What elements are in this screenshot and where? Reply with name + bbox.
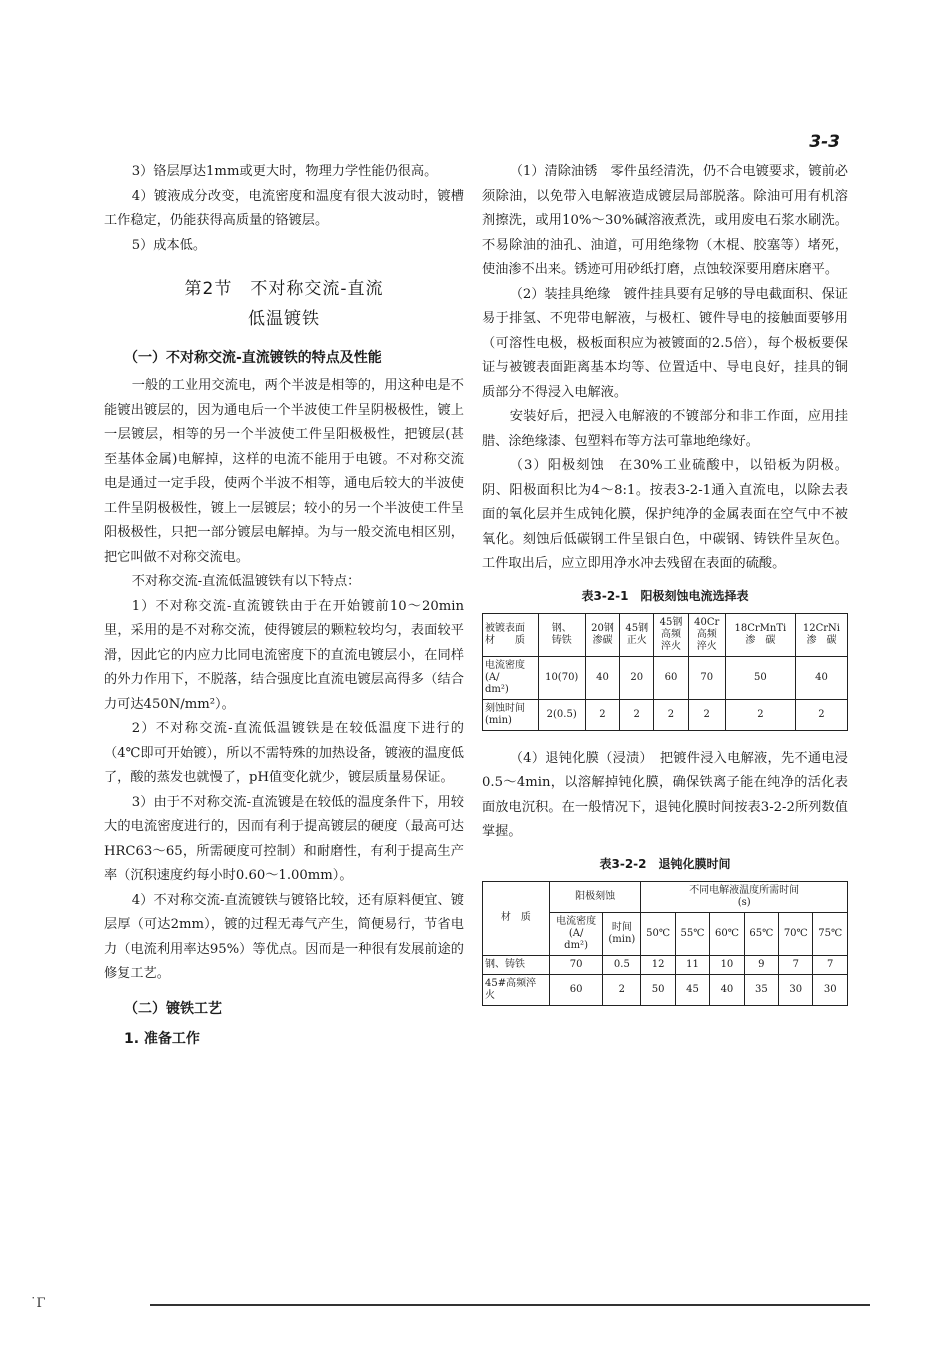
paragraph: 4）不对称交流-直流镀铁与镀铬比较，还有原料便宜、镀层厚（可达2mm），镀的过程无毒气产生，简便易行，节省电力（电流利用率达95%）等优点。因而是一种很有发展前途的修复工艺。 [104, 892, 464, 981]
table-cell: 时间 (min) [603, 912, 641, 955]
page-number: 3-3 [809, 132, 840, 152]
table-cell: 被镀表面 材 质 [483, 613, 539, 656]
table-cell: 10 [710, 955, 744, 974]
paragraph: 4）镀液成分改变，电流密度和温度有很大波动时，镀槽工作稳定，仍能获得高质量的铬镀层。 [104, 188, 464, 228]
table-cell: 0.5 [603, 955, 641, 974]
table-cell: 材 质 [483, 881, 550, 955]
paragraph: （4）退钝化膜（浸渍） 把镀件浸入电解液，先不通电浸0.5～4min，以溶解掉钝化膜，确保铁离子能在纯净的活化表面放电沉积。在一般情况下，退钝化膜时间按表3-2-2所列数值掌握。 [482, 750, 848, 839]
table-cell: 2 [620, 699, 654, 730]
table-cell: 钢、铸铁 [483, 955, 550, 974]
table-caption: 表3-2-1 阳极刻蚀电流选择表 [581, 588, 749, 603]
table-row [483, 656, 848, 699]
paragraph: 2）不对称交流-直流低温镀铁是在较低温度下进行的（4℃即可开始镀），所以不需特殊的加热设备，镀液的温度低了，酸的蒸发也就慢了，pH值变化就少，镀层质量易保证。 [104, 721, 464, 785]
table-cell: 12CrNi 渗 碳 [795, 613, 847, 656]
table-row [483, 699, 848, 730]
scan-corner-mark: ˙Γ [30, 1296, 46, 1311]
anode-etch-table [482, 613, 848, 731]
paragraph: 一般的工业用交流电，两个半波是相等的，用这种电是不能镀出镀层的，因为通电后一个半波使工件呈阴极极性，镀上一层镀层，相等的另一个半波使工件呈阳极极性，把镀层(甚至基体金属)电解掉，这样的电流不能用于电镀。不对称交流电是通过一定手段，使两个半波不相等，通电后较大的半波使工件呈阴极极性，镀上一层镀层；较小的另一个半波使工件呈阳极极性，只把一部分镀层电解掉。为与一般交流电相区别，把它叫做不对称交流电。 [104, 378, 464, 565]
table-cell: 60 [654, 656, 688, 699]
table-cell: 2(0.5) [538, 699, 585, 730]
passivation-table [482, 881, 848, 1006]
page-bottom-rule [150, 1304, 870, 1306]
table-cell: 40 [585, 656, 619, 699]
subsection-heading: （一）不对称交流-直流镀铁的特点及性能 [124, 350, 382, 366]
table-cell: 55℃ [675, 912, 709, 955]
table-cell: 9 [744, 955, 778, 974]
paragraph: 安装好后，把浸入电解液的不镀部分和非工作面，应用挂腊、涂绝缘漆、包塑料布等方法可靠地绝缘好。 [482, 409, 848, 449]
section-title-line2: 低温镀铁 [248, 309, 320, 329]
table-cell: 2 [725, 699, 795, 730]
paragraph: （1）清除油锈 零件虽经清洗，仍不合电镀要求，镀前必须除油，以免带入电解液造成镀层局部脱落。除油可用有机溶剂擦洗，或用10%～30%碱溶液煮洗，或用废电石浆水刷洗。不易除油的油孔、油道，可用绝缘物（木棍、胶塞等）堵死，使油渗不出来。锈迹可用砂纸打磨，点蚀较深要用磨床磨平。 [482, 164, 848, 277]
table-row [483, 881, 848, 912]
table-cell: 35 [744, 974, 778, 1005]
table-cell: 75℃ [813, 912, 848, 955]
subsection-heading: 1. 准备工作 [124, 1030, 200, 1047]
table-cell: 电流密度 (A/ dm²) [483, 656, 539, 699]
table-cell: 11 [675, 955, 709, 974]
table-cell: 40Cr 高频 淬火 [688, 613, 725, 656]
paragraph: 3）铬层厚达1mm或更大时，物理力学性能仍很高。 [131, 164, 438, 179]
paragraph: （3）阳极刻蚀 在30%工业硫酸中，以铅板为阴极。阴、阳极面积比为4～8:1。按表3-2-1通入直流电，以除去表面的氧化层并生成钝化膜，保护纯净的金属表面在空气中不被氧化。刻蚀后低碳钢工件呈银白色，中碳钢、铸铁件呈灰色。工件取出后，应立即用净水冲去残留在表面的硫酸。 [482, 458, 848, 571]
left-column [104, 160, 464, 1055]
table-row [483, 613, 848, 656]
paragraph: （2）装挂具绝缘 镀件挂具要有足够的导电截面积、保证易于排氢、不兜带电解液，与极杠、镀件导电的接触面要够用（可溶性电极，极板面积应为被镀面的2.5倍），每个极板要保证与被镀表面距离基本均等、位置适中、导电良好，挂具的铜质部分不得浸入电解液。 [482, 286, 848, 400]
paragraph: 3）由于不对称交流-直流镀是在较低的温度条件下，用较大的电流密度进行的，因而有利于提高镀层的硬度（最高可达HRC63～65，所需硬度可控制）和耐磨性，有利于提高生产率（沉积速度约每小时0.60～1.00mm）。 [104, 794, 464, 883]
table-cell: 20 [620, 656, 654, 699]
table-cell: 电流密度 (A/ dm²) [549, 912, 603, 955]
table-cell: 70 [688, 656, 725, 699]
table-cell: 45#高频淬 火 [483, 974, 550, 1005]
section-title-line1: 第2节 不对称交流-直流 [184, 279, 384, 299]
table-cell: 2 [795, 699, 847, 730]
table-cell: 45钢 正火 [620, 613, 654, 656]
table-cell: 不同电解液温度所需时间 (s) [641, 881, 848, 912]
table-cell: 18CrMnTi 渗 碳 [725, 613, 795, 656]
table-cell: 60℃ [710, 912, 744, 955]
paragraph: 不对称交流-直流低温镀铁有以下特点： [131, 574, 361, 589]
table-cell: 50 [725, 656, 795, 699]
table-cell: 20钢 渗碳 [585, 613, 619, 656]
subsection-heading: （二）镀铁工艺 [124, 1000, 222, 1017]
table-caption: 表3-2-2 退钝化膜时间 [599, 856, 731, 871]
table-cell: 45 [675, 974, 709, 1005]
table-cell: 2 [688, 699, 725, 730]
paragraph: 1）不对称交流-直流镀铁由于在开始镀前10～20min里，采用的是不对称交流，使得镀层的颗粒较均匀，表面较平滑，因此它的内应力比同电流密度下的直流电镀层小，在同样的外力作用下，不脱落，结合强度比直流电镀层高得多（结合力可达450N/mm²）。 [104, 598, 464, 712]
table-cell: 70℃ [779, 912, 813, 955]
table-cell: 10(70) [538, 656, 585, 699]
table-cell: 60 [549, 974, 603, 1005]
table-cell: 40 [710, 974, 744, 1005]
table-cell: 70 [549, 955, 603, 974]
table-cell: 7 [779, 955, 813, 974]
table-cell: 钢、 铸铁 [538, 613, 585, 656]
table-cell: 40 [795, 656, 847, 699]
right-column [482, 160, 848, 1006]
table-cell: 7 [813, 955, 848, 974]
table-cell: 阳极刻蚀 [549, 881, 641, 912]
table-cell: 45钢 高频 淬火 [654, 613, 688, 656]
table-cell: 12 [641, 955, 675, 974]
table-cell: 2 [585, 699, 619, 730]
table-cell: 2 [603, 974, 641, 1005]
table-row [483, 974, 848, 1005]
table-cell: 50 [641, 974, 675, 1005]
section-title [104, 274, 464, 334]
table-cell: 2 [654, 699, 688, 730]
table-cell: 30 [779, 974, 813, 1005]
paragraph: 5）成本低。 [131, 237, 207, 253]
table-cell: 刻蚀时间 (min) [483, 699, 539, 730]
table-cell: 30 [813, 974, 848, 1005]
table-row [483, 955, 848, 974]
table-cell: 65℃ [744, 912, 778, 955]
table-cell: 50℃ [641, 912, 675, 955]
